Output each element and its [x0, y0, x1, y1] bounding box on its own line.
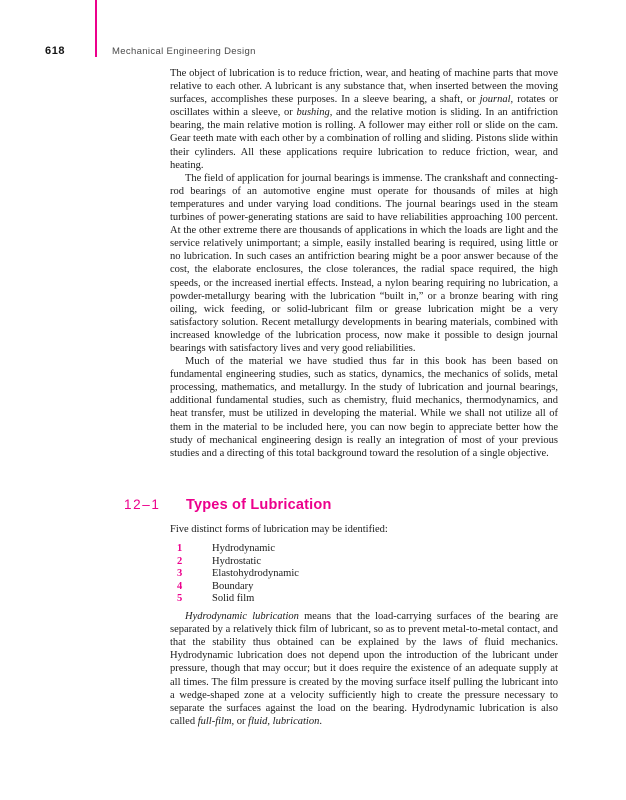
running-header-title: Mechanical Engineering Design — [112, 46, 256, 57]
list-item-number: 4 — [177, 580, 183, 592]
list-item-label: Hydrostatic — [212, 555, 261, 567]
list-item-hydrostatic — [170, 556, 558, 569]
list-lead-in: Five distinct forms of lubrication may be identified: — [170, 524, 388, 535]
page-number: 618 — [45, 45, 66, 57]
list-item-elastohydrodynamic — [170, 568, 558, 581]
intro-paragraphs — [170, 67, 558, 460]
paragraph-material-studied: Much of the material we have studied thus far in this book has been based on fundamental engineering studies, such as statics, dynamics, the mechanics of solids, metal processing, mathematics, and metallurgy. In the study of lubrication and journal bearings, additional fundamental studies, such as chemistry, fluid mechanics, thermodynamics, and heat transfer, must be utilized in developing the material. While we shall not utilize all of them in the material to be included here, you can now begin to appreciate better how the study of mechanical engineering design is really an integration of most of your previous studies and a directing of this total background toward the resolution of a single objective. — [170, 356, 558, 459]
list-item-label: Elastohydrodynamic — [212, 568, 299, 580]
list-item-label: Hydrodynamic — [212, 543, 275, 555]
list-item-number: 1 — [177, 543, 183, 555]
paragraph-field-of-application: The field of application for journal bearings is immense. The crankshaft and connecting-rod bearings of an automotive engine must operate for thousands of miles at high temperatures and under varying load conditions. The journal bearings used in the steam turbines of power-generating stations are said to have reliabilities approaching 100 percent. At the other extreme there are thousands of applications in which the loads are light and the service relatively unimportant; a simple, easily installed bearing is required, using little or no lubrication. In such cases an antifriction bearing might be a poor answer because of the cost, the elaborate enclosures, the close tolerances, the radial space required, the high speeds, or the increased inertial effects. Instead, a nylon bearing requiring no lubrication, a powder-metallurgy bearing with the lubrication “built in,” or a bronze bearing with ring oiling, wick feeding, or solid-lubricant film or grease lubrication might be a very satisfactory solution. Recent metallurgy developments in bearing materials, combined with increased knowledge of the lubrication process, now make it possible to design journal bearings with satisfactory lives and very good reliabilities. — [170, 172, 558, 354]
list-item-number: 2 — [177, 555, 183, 567]
list-item-label: Boundary — [212, 580, 254, 592]
list-item-number: 3 — [177, 568, 183, 580]
section-heading — [124, 496, 558, 514]
paragraph-hydrodynamic-lubrication: Hydrodynamic lubrication means that the load-carrying surfaces of the bearing are separated by a relatively thick film of lubricant, so as to prevent metal-to-metal contact, and that the stability thus obtained can be explained by the laws of fluid mechanics. Hydrodynamic lubrication does not depend upon the introduction of the lubricant under pressure, though that may occur; but it does require the existence of an adequate supply at all times. The film pressure is created by the moving surface itself pulling the lubricant into a wedge-shaped zone at a velocity sufficiently high to create the pressure necessary to separate the surfaces against the load on the bearing. Hydrodynamic lubrication is also called full-film, or fluid, lubrication. — [170, 611, 558, 727]
section-title: Types of Lubrication — [186, 497, 332, 513]
lubrication-type-list — [170, 543, 558, 606]
paragraph-lubrication-object: The object of lubrication is to reduce friction, wear, and heating of machine parts that move relative to each other. A lubricant is any substance that, when inserted between the moving surfaces, accomplishes these purposes. In a sleeve bearing, a shaft, or journal, rotates or oscillates within a sleeve, or bushing, and the relative motion is sliding. In an antifriction bearing, the main relative motion is rolling. A follower may either roll or slide on the cam. Gear teeth mate with each other by a combination of rolling and sliding. Pistons slide within their cylinders. All these applications require lubrication to reduce friction, wear, and heating. — [170, 68, 558, 171]
list-item-boundary — [170, 581, 558, 594]
chapter-edge-rule — [95, 0, 97, 57]
list-item-hydrodynamic — [170, 543, 558, 556]
list-item-label: Solid film — [212, 593, 255, 605]
section-types-of-lubrication — [124, 473, 558, 728]
section-number: 12–1 — [124, 497, 161, 512]
list-item-number: 5 — [177, 593, 183, 605]
list-item-solid-film — [170, 593, 558, 606]
